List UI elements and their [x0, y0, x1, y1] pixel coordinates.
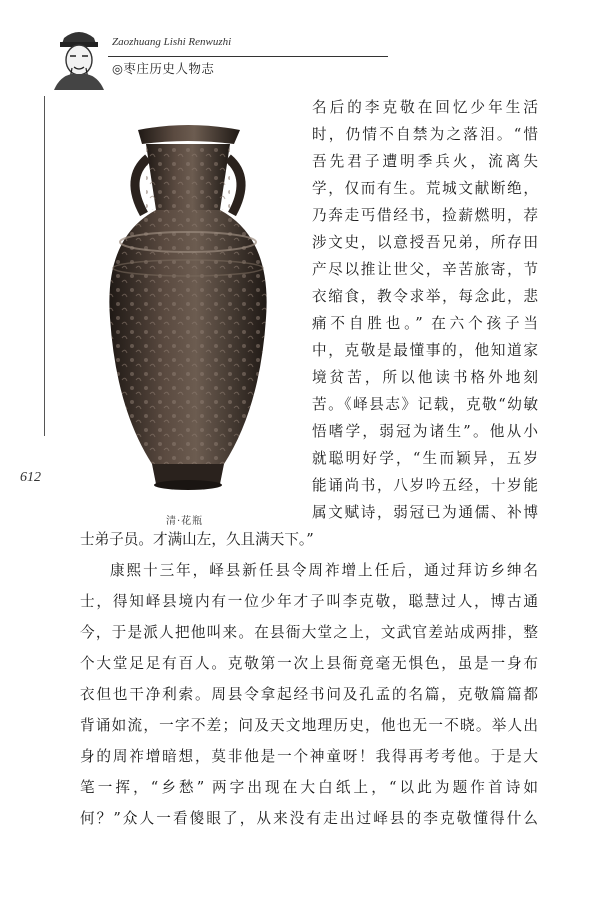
body-text-line: 悟嗜学，弱冠为诸生”。他从小: [312, 423, 538, 440]
body-text-line: 个大堂足足有百人。克敬第一次上县衙竟毫无惧色，虽是一身布: [80, 655, 538, 672]
body-text-line: 背诵如流，一字不差；问及天文地理历史，他也无一不晓。举人出: [80, 717, 538, 734]
body-text-line: 乃奔走丐借经书，捡薪燃明，荐: [312, 207, 538, 224]
portrait-icon: [50, 24, 108, 90]
body-text-line: 笔一挥，“乡愁” 两字出现在大白纸上，“以此为题作首诗如: [80, 779, 538, 796]
body-text-line: 士，得知峄县境内有一位少年才子叫李克敬，聪慧过人，博古通: [80, 593, 538, 610]
figure-caption: 清·花瓶: [166, 516, 204, 527]
body-text-line: 就聪明好学，“生而颖异，五岁: [312, 450, 538, 467]
body-text-line: 涉文史，以意授吾兄弟，所存田: [312, 234, 538, 251]
header-title-cn: ◎枣庄历史人物志: [112, 61, 215, 76]
body-text-line: 士弟子员。才满山左，久且满天下。”: [80, 531, 314, 548]
header-rule: [108, 56, 388, 57]
body-text-line: 名后的李克敬在回忆少年生活: [312, 99, 538, 116]
body-text-line: 苦。《峄县志》记载，克敬“幼敏: [312, 396, 538, 413]
body-text-line: 康熙十三年，峄县新任县令周祚增上任后，通过拜访乡绅名: [110, 562, 538, 579]
body-text-line: 痛不自胜也。” 在六个孩子当: [312, 315, 538, 332]
header-title-en: Zaozhuang Lishi Renwuzhi: [112, 36, 232, 48]
body-text-line: 衣但也干净利索。周县令拿起经书问及孔孟的名篇，克敬篇篇都: [80, 686, 538, 703]
page-number: 612: [20, 470, 41, 485]
body-text-line: 时，仍情不自禁为之落泪。“惜: [312, 126, 538, 143]
body-text-line: 学，仅而有生。荒城文献断绝，: [312, 180, 538, 197]
body-text-line: 能诵尚书，八岁吟五经，十岁能: [312, 477, 538, 494]
vase-image: [100, 118, 276, 496]
body-text-line: 中，克敬是最懂事的，他知道家: [312, 342, 538, 359]
body-text-line: 身的周祚增暗想，莫非他是一个神童呀！我得再考考他。于是大: [80, 748, 538, 765]
body-text-line: 今，于是派人把他叫来。在县衙大堂之上，文武官差站成两排，整: [80, 624, 538, 641]
body-text-line: 何？”众人一看傻眼了，从来没有走出过峄县的李克敬懂得什么: [80, 810, 538, 827]
body-text-line: 境贫苦，所以他读书格外地刻: [312, 369, 538, 386]
body-text-line: 属文赋诗，弱冠已为通儒、补博: [312, 504, 538, 521]
body-text-line: 产尽以推让世父，辛苦旅寄，节: [312, 261, 538, 278]
body-text-line: 衣缩食，教令求举，每念此，悲: [312, 288, 538, 305]
margin-rule: [44, 96, 45, 436]
body-text-line: 吾先君子遭明季兵火，流离失: [312, 153, 538, 170]
